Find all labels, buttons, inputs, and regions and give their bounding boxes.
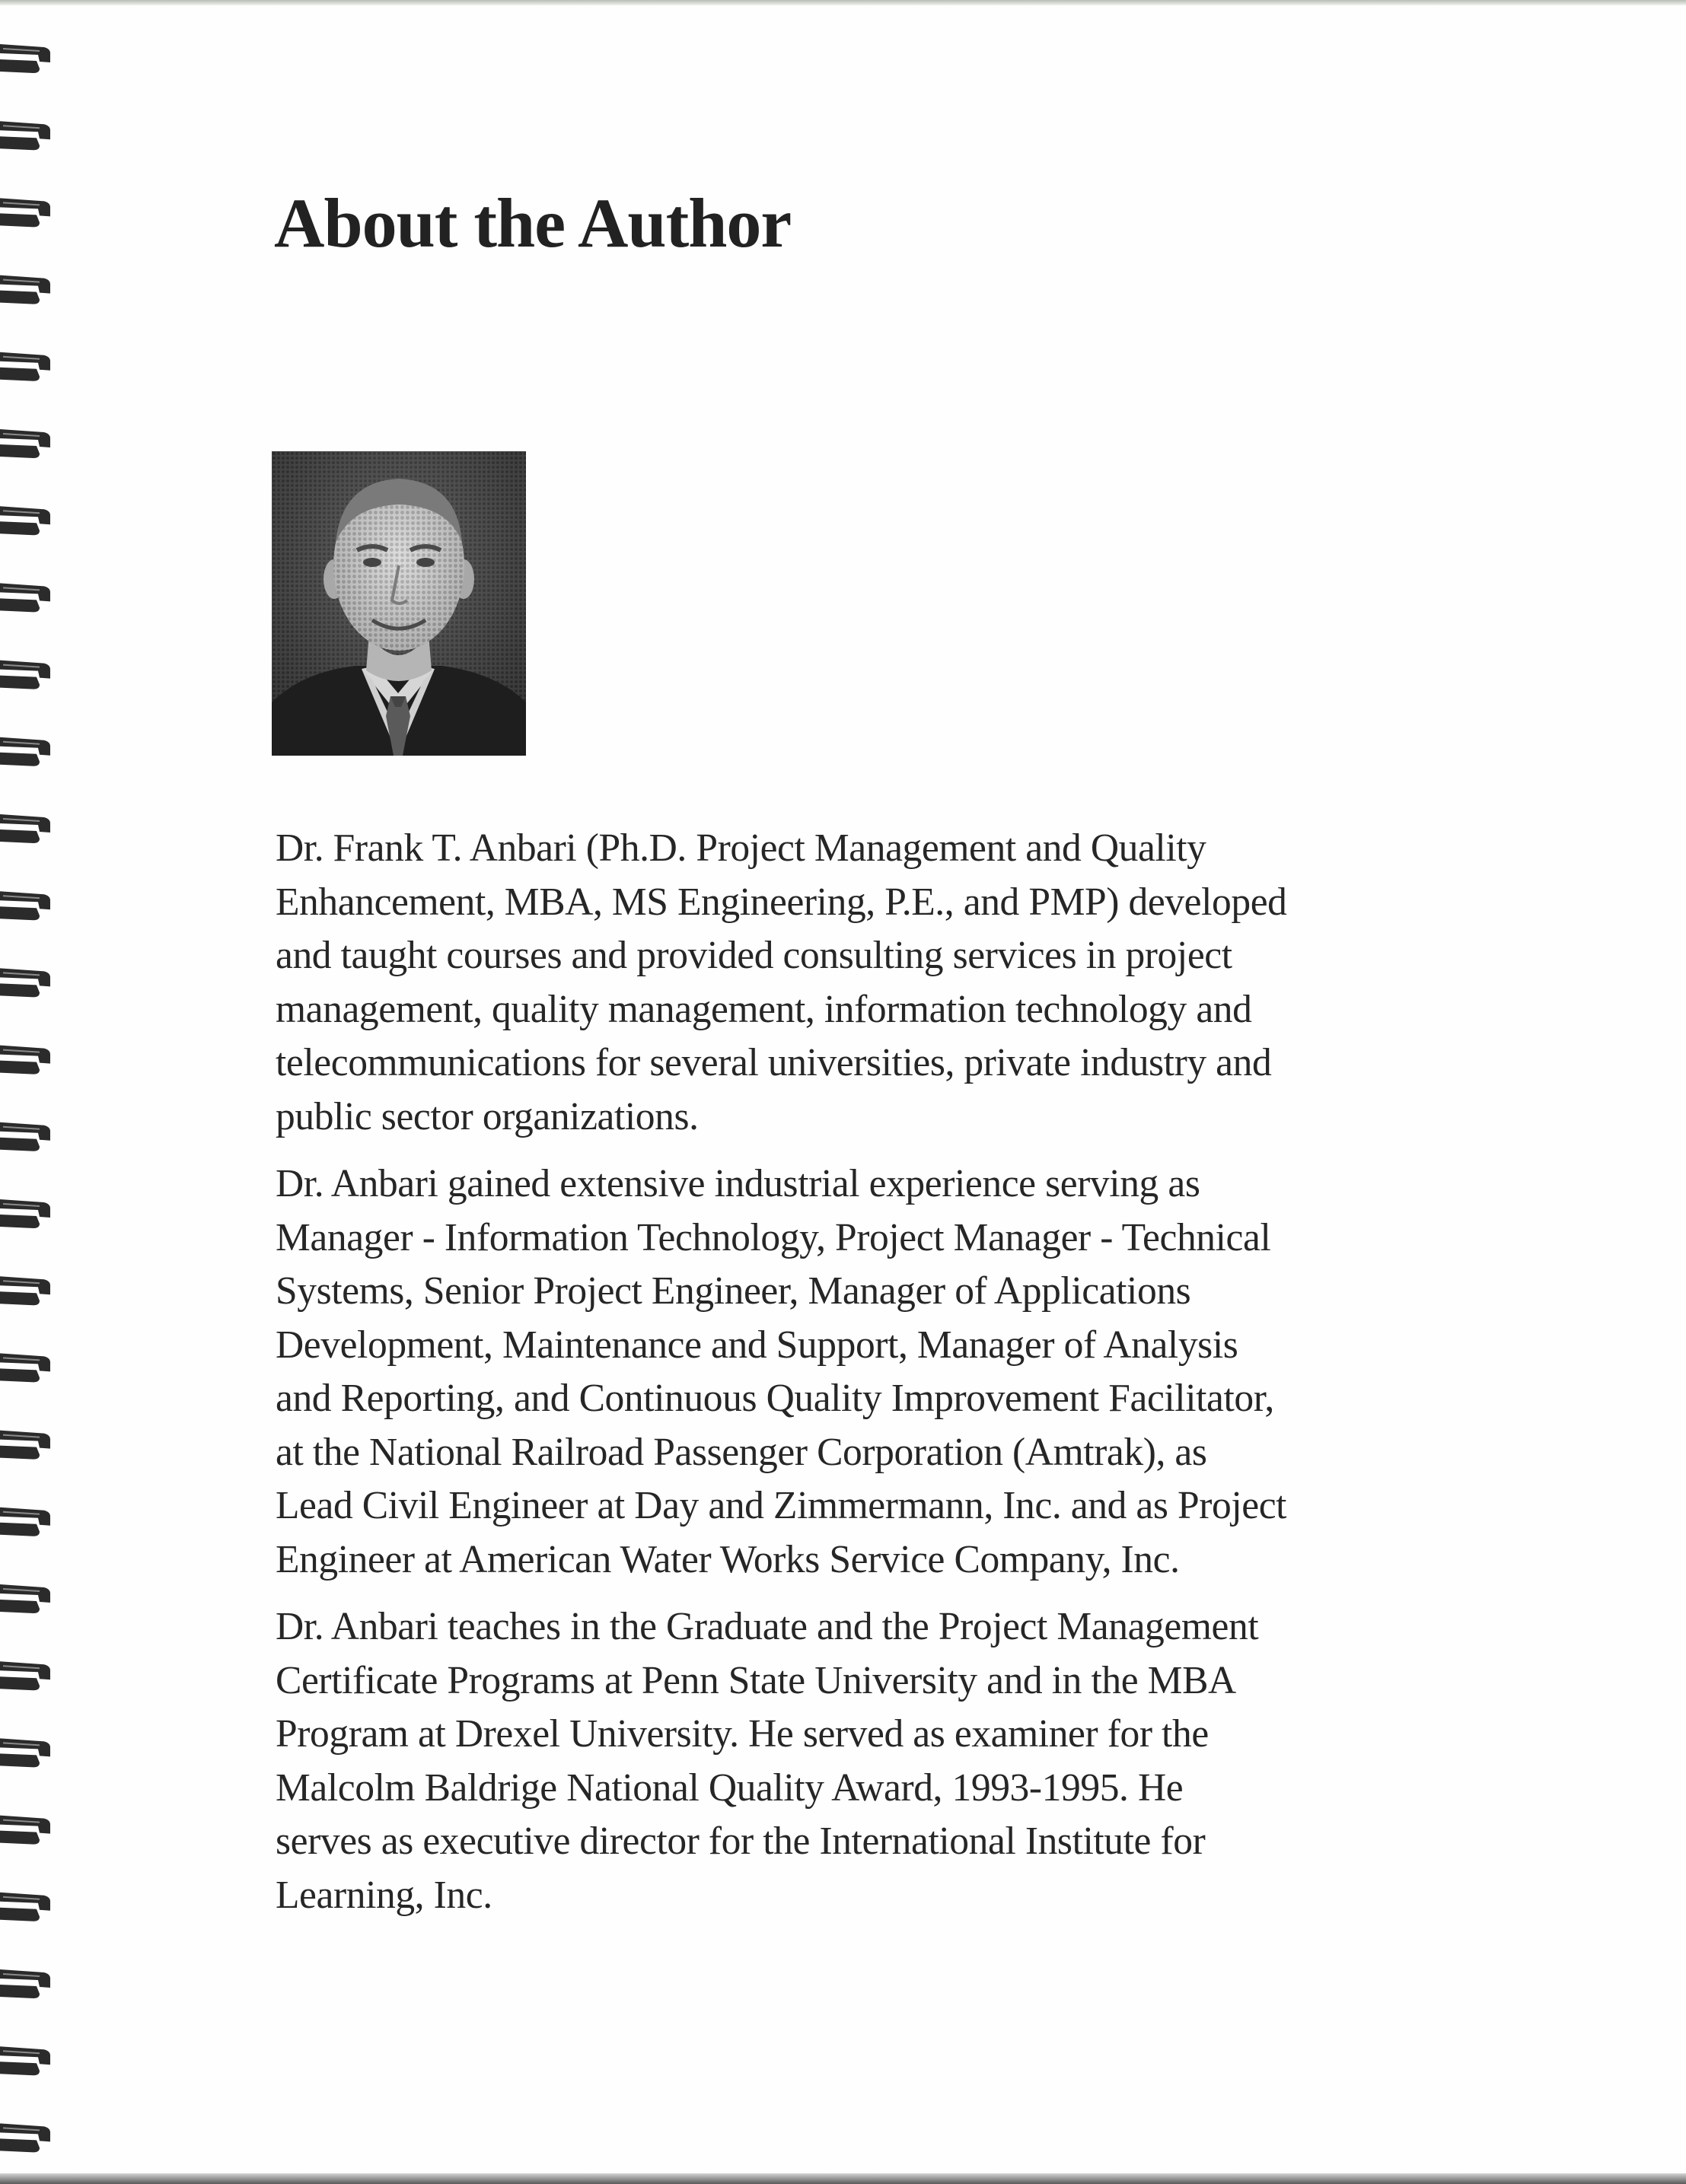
binding-coil	[0, 121, 50, 150]
binding-coil	[0, 583, 50, 612]
binding-coil	[0, 198, 50, 227]
binding-coil	[0, 891, 50, 920]
binding-coil	[0, 352, 50, 381]
binding-coil	[0, 814, 50, 843]
bio-line: at the National Railroad Passenger Corporation (Amtrak), as	[276, 1430, 1207, 1474]
binding-coil	[0, 737, 50, 766]
bio-line: and taught courses and provided consulting services in project	[276, 934, 1232, 977]
binding-coil	[0, 1661, 50, 1690]
bio-line: Lead Civil Engineer at Day and Zimmermann, Inc. and as Project	[276, 1484, 1287, 1527]
binding-coil	[0, 1353, 50, 1382]
bio-paragraph-2	[276, 1157, 1372, 1587]
bio-line: Dr. Anbari teaches in the Graduate and the Project Management	[276, 1605, 1259, 1648]
bio-line: Dr. Frank T. Anbari (Ph.D. Project Management and Quality	[276, 826, 1206, 870]
binding-coil	[0, 1276, 50, 1305]
binding-coil	[0, 661, 50, 689]
bio-line: management, quality management, information technology and	[276, 987, 1252, 1031]
bio-paragraph-1	[276, 822, 1372, 1144]
page-title: About the Author	[274, 184, 792, 262]
author-bio	[276, 822, 1372, 1936]
spiral-binding	[0, 0, 69, 2184]
binding-coil	[0, 1738, 50, 1767]
binding-coil	[0, 1046, 50, 1074]
binding-coil	[0, 1816, 50, 1845]
binding-coil	[0, 968, 50, 997]
binding-coil	[0, 275, 50, 304]
page-top-edge	[0, 0, 1686, 5]
bio-line: and Reporting, and Continuous Quality Improvement Facilitator,	[276, 1377, 1274, 1420]
binding-coil	[0, 1584, 50, 1613]
bio-line: public sector organizations.	[276, 1094, 699, 1138]
bio-line: Learning, Inc.	[276, 1873, 492, 1917]
bio-line: serves as executive director for the International Institute for	[276, 1819, 1206, 1863]
binding-coil	[0, 429, 50, 458]
binding-coil	[0, 2123, 50, 2152]
bio-line: telecommunications for several universities, private industry and	[276, 1041, 1272, 1084]
binding-coil	[0, 1893, 50, 1921]
bio-line: Certificate Programs at Penn State University and in the MBA	[276, 1658, 1236, 1702]
binding-coil	[0, 1969, 50, 1998]
bio-line: Engineer at American Water Works Service Company, Inc.	[276, 1537, 1180, 1581]
binding-coil	[0, 1122, 50, 1151]
bio-line: Dr. Anbari gained extensive industrial experience serving as	[276, 1162, 1200, 1205]
binding-coil	[0, 506, 50, 535]
bio-line: Malcolm Baldrige National Quality Award, 1993-1995. He	[276, 1765, 1184, 1810]
bio-line: Program at Drexel University. He served as examiner for the	[276, 1712, 1209, 1756]
bio-line: Manager - Information Technology, Project Manager - Technical	[276, 1215, 1271, 1259]
binding-coil	[0, 44, 50, 73]
bio-paragraph-3	[276, 1600, 1372, 1922]
bio-line: Enhancement, MBA, MS Engineering, P.E., and PMP) developed	[276, 880, 1287, 924]
binding-coil	[0, 1431, 50, 1460]
author-photo	[272, 451, 526, 756]
binding-coil	[0, 2046, 50, 2075]
bio-line: Systems, Senior Project Engineer, Manager of Applications	[276, 1269, 1191, 1313]
page-bottom-edge	[0, 2173, 1686, 2184]
binding-coil	[0, 1199, 50, 1228]
binding-coil	[0, 1507, 50, 1536]
bio-line: Development, Maintenance and Support, Manager of Analysis	[276, 1323, 1238, 1367]
